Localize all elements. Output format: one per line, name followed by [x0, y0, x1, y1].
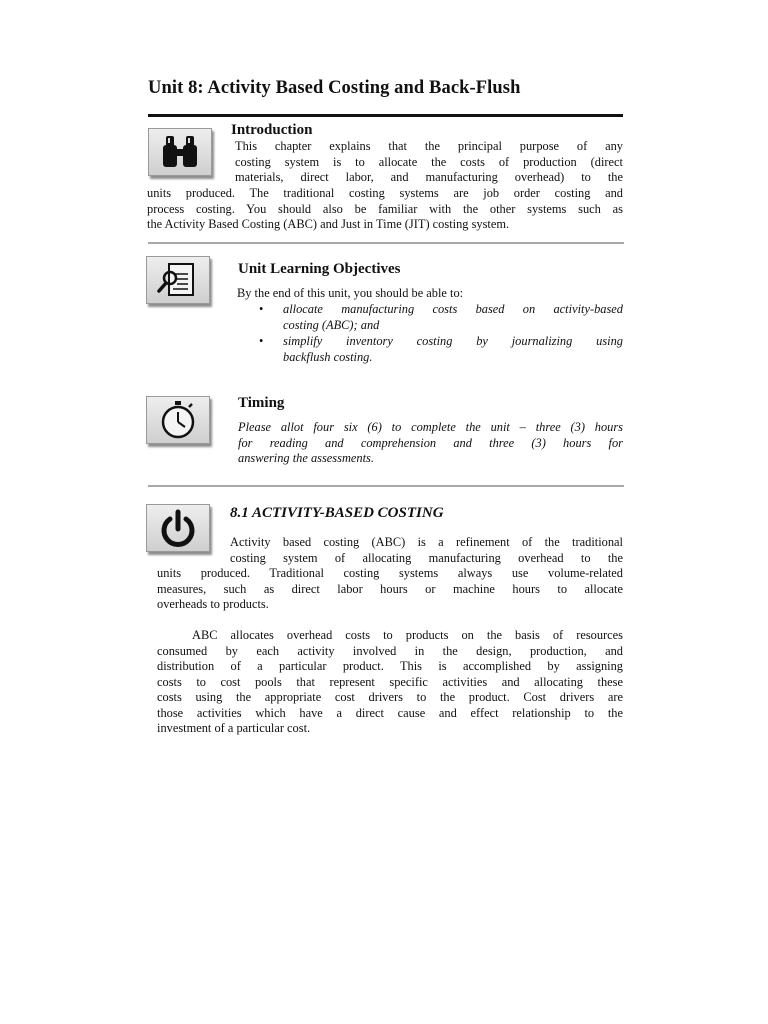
intro-line: This chapter explains that the principal purpose of any	[235, 139, 623, 153]
body-line: costs to cost pools that represent specific activities and allocating these	[157, 674, 623, 689]
objectives-lead-text: By the end of this unit, you should be able to:	[237, 286, 464, 300]
body-line: investment of a particular cost.	[157, 721, 311, 735]
body-line: distribution of a particular product. This is accomplished by assigning	[157, 659, 623, 673]
power-icon	[146, 504, 210, 552]
intro-paragraph-top	[235, 139, 623, 186]
section-8-1-heading: 8.1 ACTIVITY-BASED COSTING	[230, 505, 444, 521]
body-line: ABC allocates overhead costs to products on the basis of resources	[192, 628, 623, 642]
body-line: Activity based costing (ABC) is a refinement of the traditional	[230, 535, 623, 549]
timing-line: for reading and comprehension and three (3) hours for	[238, 435, 623, 450]
objective-line: costing (ABC); and	[283, 317, 380, 332]
intro-line: materials, direct labor, and manufacturing overhead) to the	[235, 170, 623, 184]
stopwatch-icon	[146, 396, 210, 444]
objective-line: simplify inventory costing by journalizing using	[283, 334, 623, 348]
section-8-1-paragraph1-bottom	[157, 566, 623, 613]
timing-line: Please allot four six (6) to complete the unit – three (3) hours	[238, 420, 623, 434]
section-divider	[148, 242, 624, 244]
section-divider	[148, 485, 624, 487]
objective-item	[259, 334, 623, 365]
body-line: measures, such as direct labor hours or machine hours to allocate	[157, 581, 623, 596]
page-title: Unit 8: Activity Based Costing and Back-Flush	[148, 78, 521, 98]
objective-item	[259, 302, 623, 333]
title-divider	[148, 114, 623, 117]
intro-heading: Introduction	[231, 122, 313, 138]
section-8-1-paragraph1-top	[230, 535, 623, 566]
timing-line: answering the assessments.	[238, 451, 374, 465]
objective-line: allocate manufacturing costs based on activity-based	[283, 302, 623, 316]
objective-line: backflush costing.	[283, 349, 373, 364]
objectives-lead	[237, 286, 623, 302]
intro-line: the Activity Based Costing (ABC) and Just in Time (JIT) costing system.	[147, 217, 510, 231]
objectives-heading: Unit Learning Objectives	[238, 261, 401, 277]
body-line: consumed by each activity involved in the design, production, and	[157, 643, 623, 658]
timing-heading: Timing	[238, 395, 285, 411]
intro-paragraph-bottom	[147, 186, 623, 233]
intro-line: costing system is to allocate the costs of production (direct	[235, 154, 623, 169]
document-magnifier-icon	[146, 256, 210, 304]
body-line: those activities which have a direct cause and effect relationship to the	[157, 705, 623, 720]
binoculars-icon	[148, 128, 212, 176]
bullet-icon: •	[259, 334, 264, 348]
intro-line: units produced. The traditional costing systems are job order costing and	[147, 186, 623, 200]
body-line: units produced. Traditional costing systems always use volume-related	[157, 566, 623, 580]
intro-line: process costing. You should also be familiar with the other systems such as	[147, 201, 623, 216]
body-line: costs using the appropriate cost drivers to the product. Cost drivers are	[157, 690, 623, 704]
timing-paragraph	[238, 420, 623, 467]
body-line: overheads to products.	[157, 597, 269, 611]
body-line: costing system of allocating manufacturing overhead to the	[230, 550, 623, 565]
section-8-1-paragraph2	[157, 628, 623, 737]
bullet-icon: •	[259, 302, 264, 316]
